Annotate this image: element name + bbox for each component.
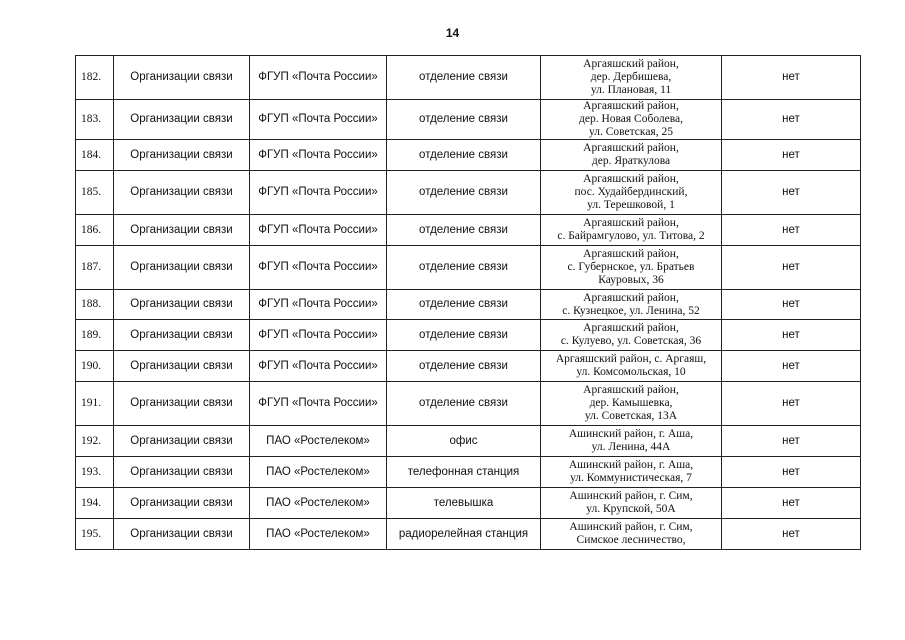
- address-cell: [541, 56, 722, 100]
- organization-cell: ФГУП «Почта России»: [250, 320, 387, 351]
- table-row: [76, 426, 861, 457]
- category-cell: Организации связи: [114, 215, 250, 246]
- category-cell: Организации связи: [114, 171, 250, 215]
- row-number-cell: 187.: [76, 246, 114, 290]
- status-cell: нет: [722, 140, 861, 171]
- address-line: Аргаяшский район,: [583, 248, 679, 260]
- object-type-cell: отделение связи: [387, 215, 541, 246]
- table-row: [76, 171, 861, 215]
- address-line: дер. Камышевка,: [589, 397, 673, 409]
- object-type-cell: отделение связи: [387, 351, 541, 382]
- address-line: ул. Терешковой, 1: [587, 199, 675, 211]
- address-line: Ашинский район, г. Сим,: [569, 490, 693, 502]
- address-line: ул. Советская, 13А: [584, 410, 678, 422]
- object-type-cell: отделение связи: [387, 382, 541, 426]
- table-row: [76, 56, 861, 100]
- category-cell: Организации связи: [114, 140, 250, 171]
- organization-cell: ФГУП «Почта России»: [250, 215, 387, 246]
- status-cell: нет: [722, 519, 861, 550]
- address-line: Ашинский район, г. Аша,: [568, 428, 694, 440]
- address-line: ул. Ленина, 44А: [591, 441, 671, 453]
- status-cell: нет: [722, 351, 861, 382]
- table-row: [76, 457, 861, 488]
- address-line: Аргаяшский район, с. Аргаяш,: [555, 353, 707, 365]
- object-type-cell: отделение связи: [387, 290, 541, 320]
- organization-cell: ФГУП «Почта России»: [250, 140, 387, 171]
- row-number-cell: 193.: [76, 457, 114, 488]
- address-line: Аргаяшский район,: [583, 173, 679, 185]
- organization-cell: ФГУП «Почта России»: [250, 290, 387, 320]
- address-line: Аргаяшский район,: [583, 142, 679, 154]
- object-type-cell: отделение связи: [387, 246, 541, 290]
- address-line: с. Кулуево, ул. Советская, 36: [560, 335, 702, 347]
- category-cell: Организации связи: [114, 100, 250, 140]
- table-row: [76, 290, 861, 320]
- address-cell: [541, 246, 722, 290]
- organization-cell: ФГУП «Почта России»: [250, 56, 387, 100]
- row-number-cell: 195.: [76, 519, 114, 550]
- row-number-cell: 186.: [76, 215, 114, 246]
- table-row: [76, 215, 861, 246]
- row-number-cell: 191.: [76, 382, 114, 426]
- category-cell: Организации связи: [114, 290, 250, 320]
- address-cell: [541, 171, 722, 215]
- status-cell: нет: [722, 290, 861, 320]
- address-cell: [541, 488, 722, 519]
- row-number-cell: 185.: [76, 171, 114, 215]
- address-cell: [541, 519, 722, 550]
- table-row: [76, 320, 861, 351]
- address-line: Аргаяшский район,: [583, 384, 679, 396]
- category-cell: Организации связи: [114, 488, 250, 519]
- row-number-cell: 183.: [76, 100, 114, 140]
- object-type-cell: телефонная станция: [387, 457, 541, 488]
- object-type-cell: отделение связи: [387, 320, 541, 351]
- address-cell: [541, 215, 722, 246]
- status-cell: нет: [722, 382, 861, 426]
- category-cell: Организации связи: [114, 56, 250, 100]
- row-number-cell: 188.: [76, 290, 114, 320]
- address-line: Аргаяшский район,: [583, 217, 679, 229]
- object-type-cell: отделение связи: [387, 56, 541, 100]
- table-row: [76, 382, 861, 426]
- address-line: ул. Коммунистическая, 7: [570, 472, 692, 484]
- address-line: Аргаяшский район,: [583, 58, 679, 70]
- table-row: [76, 100, 861, 140]
- address-cell: [541, 140, 722, 171]
- address-line: ул. Плановая, 11: [590, 84, 672, 96]
- address-line: с. Байрамгулово, ул. Титова, 2: [557, 230, 705, 242]
- row-number-cell: 194.: [76, 488, 114, 519]
- organization-cell: ФГУП «Почта России»: [250, 351, 387, 382]
- category-cell: Организации связи: [114, 320, 250, 351]
- status-cell: нет: [722, 171, 861, 215]
- status-cell: нет: [722, 426, 861, 457]
- page-number: 14: [445, 26, 460, 40]
- address-cell: [541, 426, 722, 457]
- object-type-cell: отделение связи: [387, 100, 541, 140]
- organization-cell: ФГУП «Почта России»: [250, 171, 387, 215]
- category-cell: Организации связи: [114, 457, 250, 488]
- table-row: [76, 519, 861, 550]
- table-row: [76, 246, 861, 290]
- object-type-cell: телевышка: [387, 488, 541, 519]
- category-cell: Организации связи: [114, 382, 250, 426]
- category-cell: Организации связи: [114, 519, 250, 550]
- category-cell: Организации связи: [114, 351, 250, 382]
- address-cell: [541, 320, 722, 351]
- organization-cell: ПАО «Ростелеком»: [250, 488, 387, 519]
- address-line: пос. Худайбердинский,: [574, 186, 688, 198]
- address-cell: [541, 290, 722, 320]
- object-type-cell: офис: [387, 426, 541, 457]
- status-cell: нет: [722, 457, 861, 488]
- organization-cell: ФГУП «Почта России»: [250, 246, 387, 290]
- category-cell: Организации связи: [114, 246, 250, 290]
- table-row: [76, 351, 861, 382]
- organization-cell: ПАО «Ростелеком»: [250, 519, 387, 550]
- object-type-cell: отделение связи: [387, 171, 541, 215]
- organization-cell: ПАО «Ростелеком»: [250, 457, 387, 488]
- address-line: ул. Советская, 25: [589, 126, 673, 138]
- address-line: дер. Яраткулова: [591, 155, 671, 167]
- address-line: с. Кузнецкое, ул. Ленина, 52: [562, 304, 700, 317]
- organization-cell: ФГУП «Почта России»: [250, 100, 387, 140]
- row-number-cell: 182.: [76, 56, 114, 100]
- table-row: [76, 488, 861, 519]
- object-type-cell: радиорелейная станция: [387, 519, 541, 550]
- address-cell: [541, 382, 722, 426]
- organization-cell: ФГУП «Почта России»: [250, 382, 387, 426]
- table-row: [76, 140, 861, 171]
- address-line: с. Губернское, ул. Братьев: [567, 261, 695, 273]
- address-line: ул. Крупской, 50А: [586, 503, 676, 515]
- table-body: [76, 56, 861, 550]
- data-table: [75, 55, 861, 550]
- row-number-cell: 184.: [76, 140, 114, 171]
- address-cell: [541, 457, 722, 488]
- status-cell: нет: [722, 56, 861, 100]
- address-line: Ашинский район, г. Аша,: [568, 459, 694, 471]
- row-number-cell: 190.: [76, 351, 114, 382]
- address-line: Аргаяшский район,: [583, 291, 679, 304]
- address-line: Ашинский район, г. Сим,: [569, 521, 693, 533]
- object-type-cell: отделение связи: [387, 140, 541, 171]
- status-cell: нет: [722, 215, 861, 246]
- address-line: дер. Новая Соболева,: [578, 113, 684, 125]
- address-line: Аргаяшский район,: [583, 322, 679, 334]
- status-cell: нет: [722, 320, 861, 351]
- address-line: ул. Комсомольская, 10: [576, 366, 686, 378]
- address-cell: [541, 100, 722, 140]
- address-line: Кауровых, 36: [598, 274, 664, 286]
- category-cell: Организации связи: [114, 426, 250, 457]
- address-line: дер. Дербишева,: [590, 71, 672, 83]
- address-cell: [541, 351, 722, 382]
- address-line: Аргаяшский район,: [583, 100, 679, 112]
- row-number-cell: 189.: [76, 320, 114, 351]
- status-cell: нет: [722, 100, 861, 140]
- status-cell: нет: [722, 488, 861, 519]
- row-number-cell: 192.: [76, 426, 114, 457]
- organization-cell: ПАО «Ростелеком»: [250, 426, 387, 457]
- status-cell: нет: [722, 246, 861, 290]
- address-line: Симское лесничество,: [576, 534, 686, 546]
